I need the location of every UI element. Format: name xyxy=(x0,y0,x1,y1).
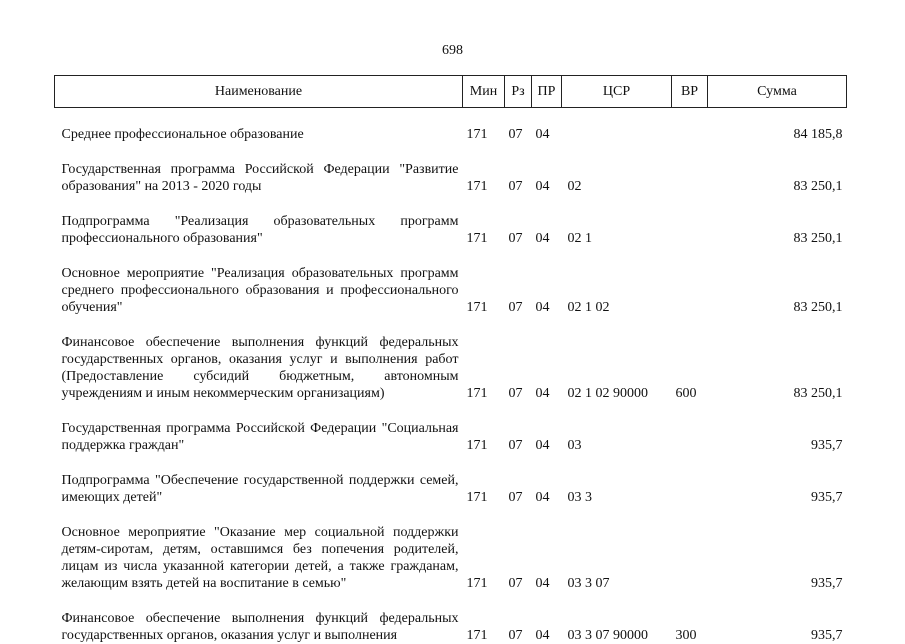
row-vr xyxy=(672,524,708,592)
row-csr: 03 3 07 90000 xyxy=(562,610,672,644)
row-csr: 03 xyxy=(562,420,672,454)
row-sum: 935,7 xyxy=(708,610,847,644)
row-csr: 02 xyxy=(562,161,672,195)
row-pr: 04 xyxy=(532,126,562,143)
row-name: Финансовое обеспечение выполнения функций федеральных государственных органов, оказания услуг и выполнения xyxy=(55,610,463,644)
table-row xyxy=(55,524,847,592)
row-pr: 04 xyxy=(532,524,562,592)
row-vr xyxy=(672,161,708,195)
row-vr xyxy=(672,472,708,506)
row-sum: 935,7 xyxy=(708,420,847,454)
row-sum: 83 250,1 xyxy=(708,265,847,316)
row-rz: 07 xyxy=(505,472,532,506)
row-rz: 07 xyxy=(505,265,532,316)
table-row xyxy=(55,610,847,644)
row-rz: 07 xyxy=(505,334,532,402)
row-pr: 04 xyxy=(532,161,562,195)
row-pr: 04 xyxy=(532,265,562,316)
row-min: 171 xyxy=(463,524,505,592)
page-number: 698 xyxy=(0,43,905,59)
header-vr: ВР xyxy=(672,76,708,108)
row-name: Подпрограмма "Реализация образовательных программ профессионального образования" xyxy=(55,213,463,247)
row-csr: 03 3 07 xyxy=(562,524,672,592)
row-csr xyxy=(562,126,672,143)
row-sum: 935,7 xyxy=(708,524,847,592)
row-pr: 04 xyxy=(532,472,562,506)
row-vr: 300 xyxy=(672,610,708,644)
row-sum: 83 250,1 xyxy=(708,161,847,195)
row-vr xyxy=(672,420,708,454)
row-csr: 02 1 xyxy=(562,213,672,247)
row-pr: 04 xyxy=(532,213,562,247)
row-name: Среднее профессиональное образование xyxy=(55,126,463,143)
row-vr xyxy=(672,265,708,316)
header-min: Мин xyxy=(463,76,505,108)
row-pr: 04 xyxy=(532,420,562,454)
row-name: Государственная программа Российской Федерации "Развитие образования" на 2013 - 2020 годы xyxy=(55,161,463,195)
row-min: 171 xyxy=(463,161,505,195)
table-row xyxy=(55,126,847,143)
table-row xyxy=(55,420,847,454)
table-row xyxy=(55,265,847,316)
row-csr: 03 3 xyxy=(562,472,672,506)
row-sum: 935,7 xyxy=(708,472,847,506)
row-name: Основное мероприятие "Оказание мер социальной поддержки детям-сиротам, детям, оставшимся без попечения родителей, лицам из числа указанной категории детей, а также гражданам, желающим взять детей на воспитание в семью" xyxy=(55,524,463,592)
row-sum: 83 250,1 xyxy=(708,334,847,402)
row-pr: 04 xyxy=(532,610,562,644)
table-body xyxy=(55,108,847,644)
row-rz: 07 xyxy=(505,161,532,195)
table-row xyxy=(55,334,847,402)
row-min: 171 xyxy=(463,420,505,454)
row-name: Основное мероприятие "Реализация образовательных программ среднего профессионального образования и профессионального обучения" xyxy=(55,265,463,316)
row-sum: 83 250,1 xyxy=(708,213,847,247)
row-min: 171 xyxy=(463,610,505,644)
row-name: Государственная программа Российской Федерации "Социальная поддержка граждан" xyxy=(55,420,463,454)
row-rz: 07 xyxy=(505,420,532,454)
row-min: 171 xyxy=(463,265,505,316)
header-rz: Рз xyxy=(505,76,532,108)
row-min: 171 xyxy=(463,213,505,247)
row-rz: 07 xyxy=(505,213,532,247)
row-vr xyxy=(672,213,708,247)
row-min: 171 xyxy=(463,334,505,402)
row-vr xyxy=(672,126,708,143)
row-vr: 600 xyxy=(672,334,708,402)
table-header xyxy=(55,76,847,108)
row-csr: 02 1 02 90000 xyxy=(562,334,672,402)
header-pr: ПР xyxy=(532,76,562,108)
row-rz: 07 xyxy=(505,524,532,592)
row-pr: 04 xyxy=(532,334,562,402)
header-csr: ЦСР xyxy=(562,76,672,108)
table-row xyxy=(55,161,847,195)
budget-table xyxy=(54,75,847,644)
row-rz: 07 xyxy=(505,610,532,644)
row-min: 171 xyxy=(463,126,505,143)
row-sum: 84 185,8 xyxy=(708,126,847,143)
table-row xyxy=(55,213,847,247)
table-row xyxy=(55,472,847,506)
header-sum: Сумма xyxy=(708,76,847,108)
row-csr: 02 1 02 xyxy=(562,265,672,316)
header-name: Наименование xyxy=(55,76,463,108)
row-min: 171 xyxy=(463,472,505,506)
row-name: Подпрограмма "Обеспечение государственной поддержки семей, имеющих детей" xyxy=(55,472,463,506)
row-rz: 07 xyxy=(505,126,532,143)
row-name: Финансовое обеспечение выполнения функций федеральных государственных органов, оказания услуг и выполнения работ (Предоставление субсидий бюджетным, автономным учреждениям и иным некоммерческим организациям) xyxy=(55,334,463,402)
